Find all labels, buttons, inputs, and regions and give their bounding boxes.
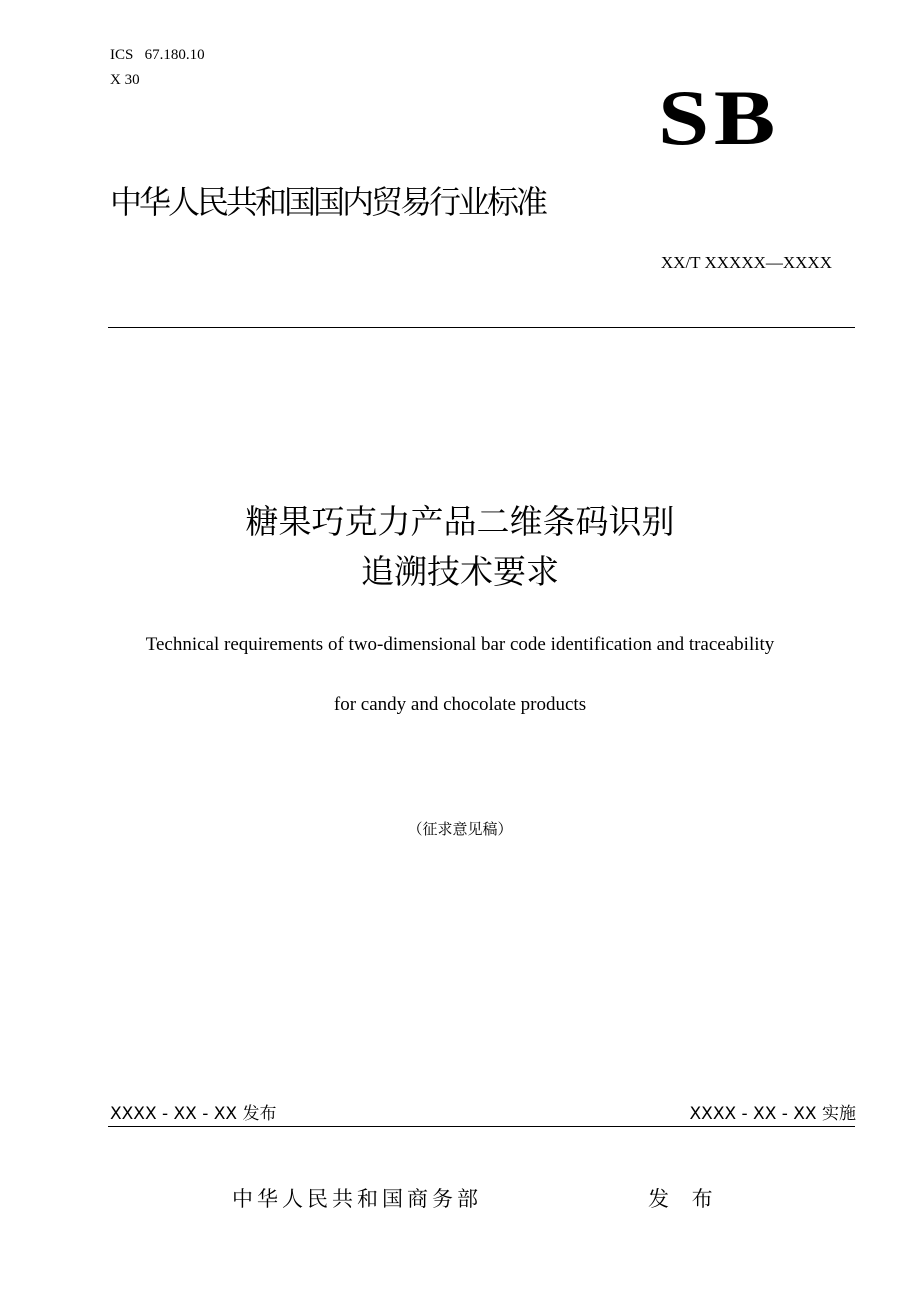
chinese-title-line-1: 糖果巧克力产品二维条码识别 (245, 502, 675, 541)
english-title-line-1: Technical requirements of two-dimensional bar code identification and traceability (145, 634, 775, 655)
chinese-title (0, 497, 920, 597)
issue-date: XXXX - XX - XX 发布 (110, 1104, 277, 1124)
ics-code: ICS 67.180.10 (110, 47, 205, 63)
draft-note: （征求意见稿） (407, 820, 513, 838)
top-divider (108, 327, 855, 328)
publish-label: 发 布 (648, 1187, 721, 1211)
implementation-date: XXXX - XX - XX 实施 (689, 1104, 856, 1124)
english-title (0, 630, 920, 720)
standard-category-title: 中华人民共和国国内贸易行业标准 (110, 183, 546, 221)
standard-number: XX/T XXXXX—XXXX (660, 253, 832, 272)
chinese-title-line-2: 追溯技术要求 (361, 552, 559, 591)
bottom-divider (108, 1126, 855, 1127)
ccs-code: X 30 (110, 72, 140, 88)
english-title-line-2: for candy and chocolate products (333, 694, 587, 715)
issuing-authority: 中华人民共和国商务部 (232, 1187, 482, 1211)
sb-logo: SB (658, 74, 781, 161)
